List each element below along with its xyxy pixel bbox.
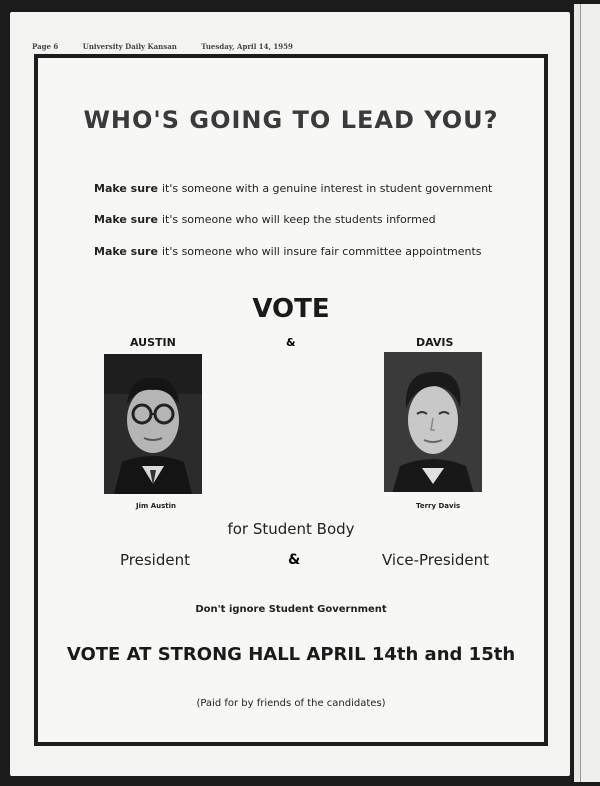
ampersand: & — [286, 336, 296, 349]
adjacent-page-strip — [580, 4, 600, 782]
candidate-name-austin: AUSTIN — [130, 336, 176, 349]
candidate-photo-austin — [104, 354, 202, 494]
paid-for-line: (Paid for by friends of the candidates) — [196, 698, 386, 709]
make-sure-text: it's someone who will insure fair committee appointments — [161, 245, 482, 258]
make-sure-text: it's someone with a genuine interest in student government — [161, 182, 493, 195]
ad-headline: WHO'S GOING TO LEAD YOU? — [83, 106, 499, 134]
strong-hall-line: VOTE AT STRONG HALL APRIL 14th and 15th — [66, 644, 516, 665]
candidate-photo-davis — [384, 352, 482, 492]
role-ampersand: & — [288, 552, 301, 568]
page-header — [32, 42, 560, 51]
candidate-name-davis: DAVIS — [416, 336, 454, 349]
make-sure-line-1 — [94, 182, 492, 195]
make-sure-line-3 — [94, 245, 482, 258]
photo-caption-austin: Jim Austin — [136, 502, 177, 510]
election-advertisement — [34, 54, 548, 746]
make-sure-lead: Make sure — [94, 213, 158, 226]
dont-ignore-line: Don't ignore Student Government — [195, 604, 387, 615]
paper-name: University Daily Kansan — [82, 42, 177, 51]
make-sure-text: it's someone who will keep the students informed — [161, 213, 436, 226]
make-sure-lead: Make sure — [94, 245, 158, 258]
vote-heading: VOTE — [252, 294, 330, 324]
role-president: President — [120, 551, 190, 569]
page-number: Page 6 — [32, 42, 59, 51]
make-sure-lead: Make sure — [94, 182, 158, 195]
role-vice-president: Vice-President — [382, 551, 489, 569]
issue-date: Tuesday, April 14, 1959 — [201, 42, 293, 51]
for-student-body: for Student Body — [227, 520, 355, 538]
make-sure-line-2 — [94, 213, 436, 226]
photo-caption-davis: Terry Davis — [416, 502, 461, 510]
